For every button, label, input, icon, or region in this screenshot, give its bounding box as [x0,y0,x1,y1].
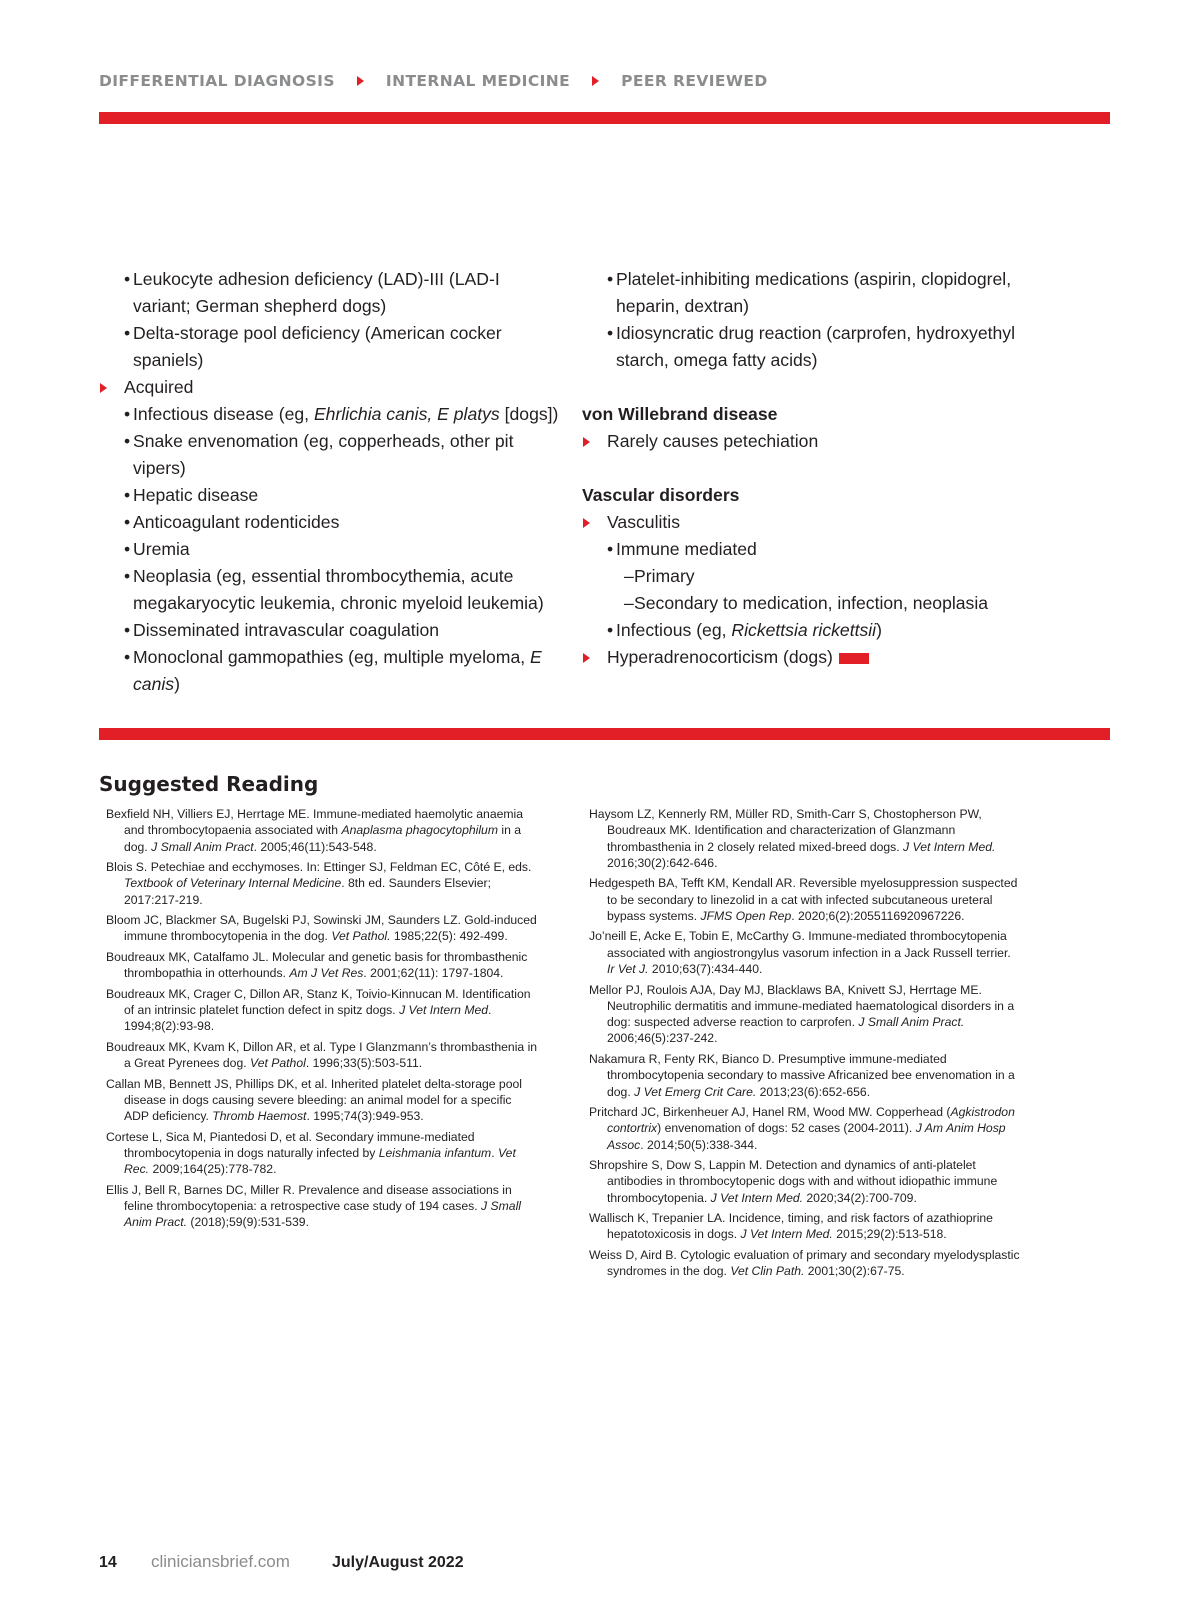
bullet-list-item: • Neoplasia (eg, essential thrombocythemia, acute megakaryocytic leukemia, chronic myeloid leukemia) [99,563,559,617]
issue-date: July/August 2022 [332,1554,464,1571]
reference-entry: Callan MB, Bennett JS, Phillips DK, et al. Inherited platelet delta-storage pool disease in dogs causing severe bleeding: an animal model for a specific ADP deficiency. Thromb Haemost. 1995;74(3):949-953. [106,1076,522,1124]
bullet-list-item: • Disseminated intravascular coagulation [99,617,559,644]
breadcrumb-arrow-icon [592,76,599,86]
reference-entry: Bexfield NH, Villiers EJ, Herrtage ME. Immune-mediated haemolytic anaemia and thrombocytopaenia associated with Anaplasma phagocytophilum in a dog. J Small Anim Pract. 2005;46(11):543-548. [106,807,524,854]
section-heading: von Willebrand disease [582,404,778,424]
top-red-rule [99,112,1110,124]
references-right [589,806,1021,1284]
bullet-list-item: • Monoclonal gammopathies (eg, multiple myeloma, E canis) [99,644,559,698]
reference-entry: Blois S. Petechiae and ecchymoses. In: Ettinger SJ, Feldman EC, Côté E, eds. Textbook of Veterinary Internal Medicine. 8th ed. Saunders Elsevier; 2017:217-219. [106,860,532,907]
bullet-list-item: • Immune mediated [582,536,1042,563]
arrow-list-item: Vasculitis [582,509,1042,536]
differential-list-right [582,266,1042,671]
reference-entry: Shropshire S, Dow S, Lappin M. Detection and dynamics of anti-platelet antibodies in thrombocytopenic dogs with and without idiopathic immune thrombocytopenia. J Vet Intern Med. 2020;34(2):700-709. [589,1158,998,1205]
bullet-list-item: • Infectious disease (eg, Ehrlichia canis, E platys [dogs]) [99,401,559,428]
references-left [106,806,538,1235]
reference-entry: Bloom JC, Blackmer SA, Bugelski PJ, Sowinski JM, Saunders LZ. Gold-induced immune thrombocytopenia in the dog. Vet Pathol. 1985;22(5): 492-499. [106,913,537,944]
bullet-list-item: • Infectious (eg, Rickettsia rickettsii) [582,617,1042,644]
arrow-list-item: Rarely causes petechiation [582,428,1042,455]
reference-entry: Hedgespeth BA, Tefft KM, Kendall AR. Reversible myelosuppression suspected to be secondary to linezolid in a cat with infected subcutaneous ureteral bypass systems. JFMS Open Rep. 2020;6(2):2055116920967226. [589,876,1018,923]
reference-entry: Weiss D, Aird B. Cytologic evaluation of primary and secondary myelodysplastic syndromes in the dog. Vet Clin Path. 2001;30(2):67-75. [589,1247,1020,1279]
bullet-list-item: • Uremia [99,536,559,563]
differential-list-left [99,266,559,698]
bullet-list-item: • Leukocyte adhesion deficiency (LAD)-III (LAD-I variant; German shepherd dogs) [99,266,559,320]
reference-entry: Boudreaux MK, Catalfamo JL. Molecular and genetic basis for thrombasthenic thrombopathia in otterhounds. Am J Vet Res. 2001;62(11): 1797-1804. [106,949,528,981]
site-name: cliniciansbrief.com [151,1552,290,1571]
crumb-internal-medicine: INTERNAL MEDICINE [385,72,571,90]
breadcrumb-arrow-icon [357,76,364,86]
bullet-list-item: • Platelet-inhibiting medications (aspirin, clopidogrel, heparin, dextran) [582,266,1042,320]
arrow-list-item: Acquired [99,374,559,401]
page-number: 14 [99,1554,117,1571]
end-of-article-mark [839,653,869,664]
arrow-list-item: Hyperadrenocorticism (dogs) [582,644,1042,671]
section-red-rule [99,728,1110,740]
section-breadcrumb [99,72,768,90]
reference-entry: Boudreaux MK, Kvam K, Dillon AR, et al. Type I Glanzmann’s thrombasthenia in a Great Pyrenees dog. Vet Pathol. 1996;33(5):503-511. [106,1039,538,1071]
reference-entry: Ellis J, Bell R, Barnes DC, Miller R. Prevalence and disease associations in feline thrombocytopenia: a retrospective case study of 194 cases. J Small Anim Pract. (2018);59(9):531-539. [106,1182,521,1230]
dash-list-item: – Secondary to medication, infection, neoplasia [582,590,1042,617]
reference-entry: Wallisch K, Trepanier LA. Incidence, timing, and risk factors of azathioprine hepatotoxicosis in dogs. J Vet Intern Med. 2015;29(2):513-518. [589,1211,993,1242]
bullet-list-item: • Delta-storage pool deficiency (American cocker spaniels) [99,320,559,374]
dash-list-item: – Primary [582,563,1042,590]
page-footer [99,1552,464,1572]
reference-entry: Cortese L, Sica M, Piantedosi D, et al. Secondary immune-mediated thrombocytopenia in dogs naturally infected by Leishmania infantum. Vet Rec. 2009;164(25):778-782. [106,1129,516,1177]
bullet-list-item: • Hepatic disease [99,482,559,509]
reference-entry: Jo’neill E, Acke E, Tobin E, McCarthy G. Immune-mediated thrombocytopenia associated with angiostrongylus vasorum infection in a Jack Russell terrier. Ir Vet J. 2010;63(7):434-440. [589,929,1011,977]
crumb-differential-diagnosis: DIFFERENTIAL DIAGNOSIS [99,72,335,90]
reference-entry: Boudreaux MK, Crager C, Dillon AR, Stanz K, Toivio-Kinnucan M. Identification of an intrinsic platelet function defect in spitz dogs. J Vet Intern Med. 1994;8(2):93-98. [106,986,531,1034]
crumb-peer-reviewed: PEER REVIEWED [621,72,768,90]
reference-entry: Haysom LZ, Kennerly RM, Müller RD, Smith-Carr S, Chostopherson PW, Boudreaux MK. Identification and characterization of Glanzmann thrombasthenia in 2 closely related mixed-breed dogs. J Vet Intern Med. 2016;30(2):642-646. [589,807,996,870]
reference-entry: Mellor PJ, Roulois AJA, Day MJ, Blacklaws BA, Knivett SJ, Herrtage ME. Neutrophilic dermatitis and immune-mediated haematological disorders in a dog: suspected adverse reaction to carprofen. J Small Anim Pract. 2006;46(5):237-242. [589,982,1015,1046]
bullet-list-item: • Anticoagulant rodenticides [99,509,559,536]
bullet-list-item: • Idiosyncratic drug reaction (carprofen, hydroxyethyl starch, omega fatty acids) [582,320,1042,374]
section-heading: Vascular disorders [582,485,740,505]
bullet-list-item: • Snake envenomation (eg, copperheads, other pit vipers) [99,428,559,482]
suggested-reading-title: Suggested Reading [99,772,319,796]
reference-entry: Pritchard JC, Birkenheuer AJ, Hanel RM, Wood MW. Copperhead (Agkistrodon contortrix) envenomation of dogs: 52 cases (2004-2011). J Am Anim Hosp Assoc. 2014;50(5):338-344. [589,1104,1015,1152]
reference-entry: Nakamura R, Fenty RK, Bianco D. Presumptive immune-mediated thrombocytopenia secondary to massive Africanized bee envenomation in a dog. J Vet Emerg Crit Care. 2013;23(6):652-656. [589,1051,1015,1099]
